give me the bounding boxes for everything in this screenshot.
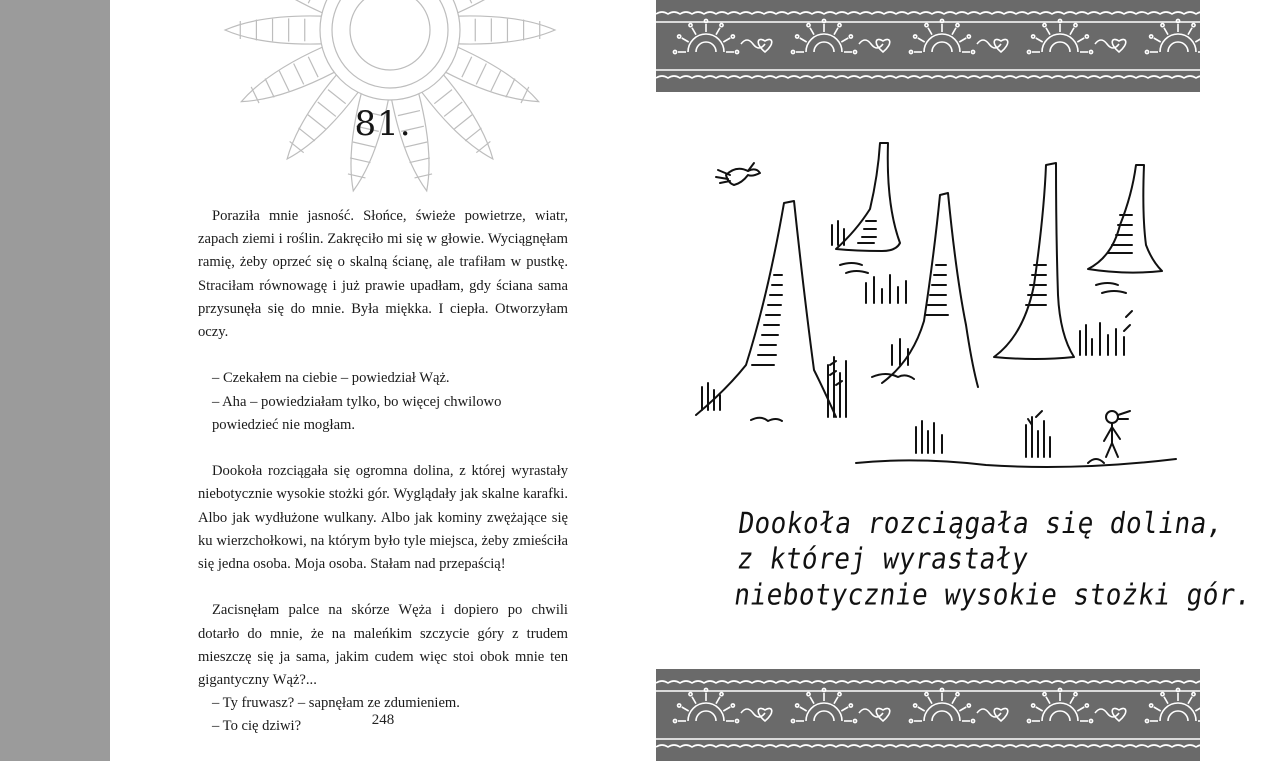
dialogue-line: – Aha – powiedziałam tylko, bo więcej chwilowo powiedzieć nie mogłam. <box>212 393 502 433</box>
dialogue-line: – Ty fruwasz? – sapnęłam ze zdumieniem. <box>212 695 460 712</box>
sun-icon <box>791 19 856 53</box>
caption-line: z której wyrastały <box>735 542 1031 577</box>
rock-cone <box>994 163 1074 359</box>
chapter-number: 81. <box>354 104 412 144</box>
page-number: 248 <box>371 712 395 728</box>
heart-icon <box>758 39 772 52</box>
sun-icon <box>1027 688 1092 722</box>
rock-cone <box>696 201 836 417</box>
sun-icon <box>1145 19 1210 53</box>
folk-pattern <box>656 0 1200 92</box>
paragraph: Dookoła rozciągała się ogromna dolina, z której wyrastały niebotycznie wysokie stożki gór. Wyglądały jak skalne karafki. Albo jak wydłużone wulkany. Albo jak kominy zwężające się ku wierzchołkowi, na którym było tyle miejsca, żeby zmieściła się jedna osoba. Moja osoba. Stałam nad przepaścią! <box>198 463 568 573</box>
rock-cone <box>1088 165 1162 273</box>
sun-icon <box>909 688 974 722</box>
sun-icon <box>673 19 738 53</box>
heart-icon <box>876 39 890 52</box>
heart-icon <box>1230 39 1244 52</box>
heart-icon <box>994 39 1008 52</box>
mandala-ornament <box>210 0 570 205</box>
valley-illustration <box>656 125 1200 475</box>
right-page <box>656 0 1254 761</box>
heart-icon <box>994 708 1008 721</box>
heart-icon <box>876 708 890 721</box>
sun-icon <box>1027 19 1092 53</box>
paragraph: Zacisnęłam palce na skórze Węża i dopiero po chwili dotarło do mnie, że na maleńkim szczycie góry z trudem mieszczę się ja sama, jakim cudem więc stoi obok mnie ten gigantyczny Wąż?... <box>198 602 568 689</box>
rock-cone <box>836 143 900 251</box>
left-page <box>110 0 656 761</box>
heart-icon <box>1112 708 1126 721</box>
heart-icon <box>1230 708 1244 721</box>
sun-icon <box>791 688 856 722</box>
sun-icon <box>909 19 974 53</box>
folk-pattern <box>656 669 1200 761</box>
handwritten-caption <box>726 506 1254 614</box>
sun-icon <box>1145 688 1210 722</box>
story-text <box>198 205 568 739</box>
caption-line: Dookoła rozciągała się dolina, <box>736 507 1226 541</box>
caption-line: niebotycznie wysokie stożki gór. <box>732 578 1254 613</box>
sun-icon <box>673 688 738 722</box>
rock-cone <box>882 193 978 387</box>
bird-icon <box>716 163 760 185</box>
girl-figure-icon <box>1104 411 1130 457</box>
ornament-band-top <box>656 0 1200 92</box>
heart-icon <box>758 708 772 721</box>
ornament-band-bottom <box>656 669 1200 761</box>
heart-icon <box>1112 39 1126 52</box>
paragraph: Poraziła mnie jasność. Słońce, świeże powietrze, wiatr, zapach ziemi i roślin. Zakręciło mi się w głowie. Wyciągnęłam ramię, żeby oprzeć się o skalną ścianę, ale trafiłam w pustkę. Straciłam równowagę i już prawie upadłam, gdy ściana sama przysunęła się do mnie. Była miękka. I ciepła. Otworzyłam oczy. <box>198 208 568 341</box>
left-margin-bar <box>0 0 110 761</box>
dialogue-line: – Czekałem na ciebie – powiedział Wąż. <box>212 370 450 387</box>
dialogue-line: – To cię dziwi? <box>212 718 302 735</box>
